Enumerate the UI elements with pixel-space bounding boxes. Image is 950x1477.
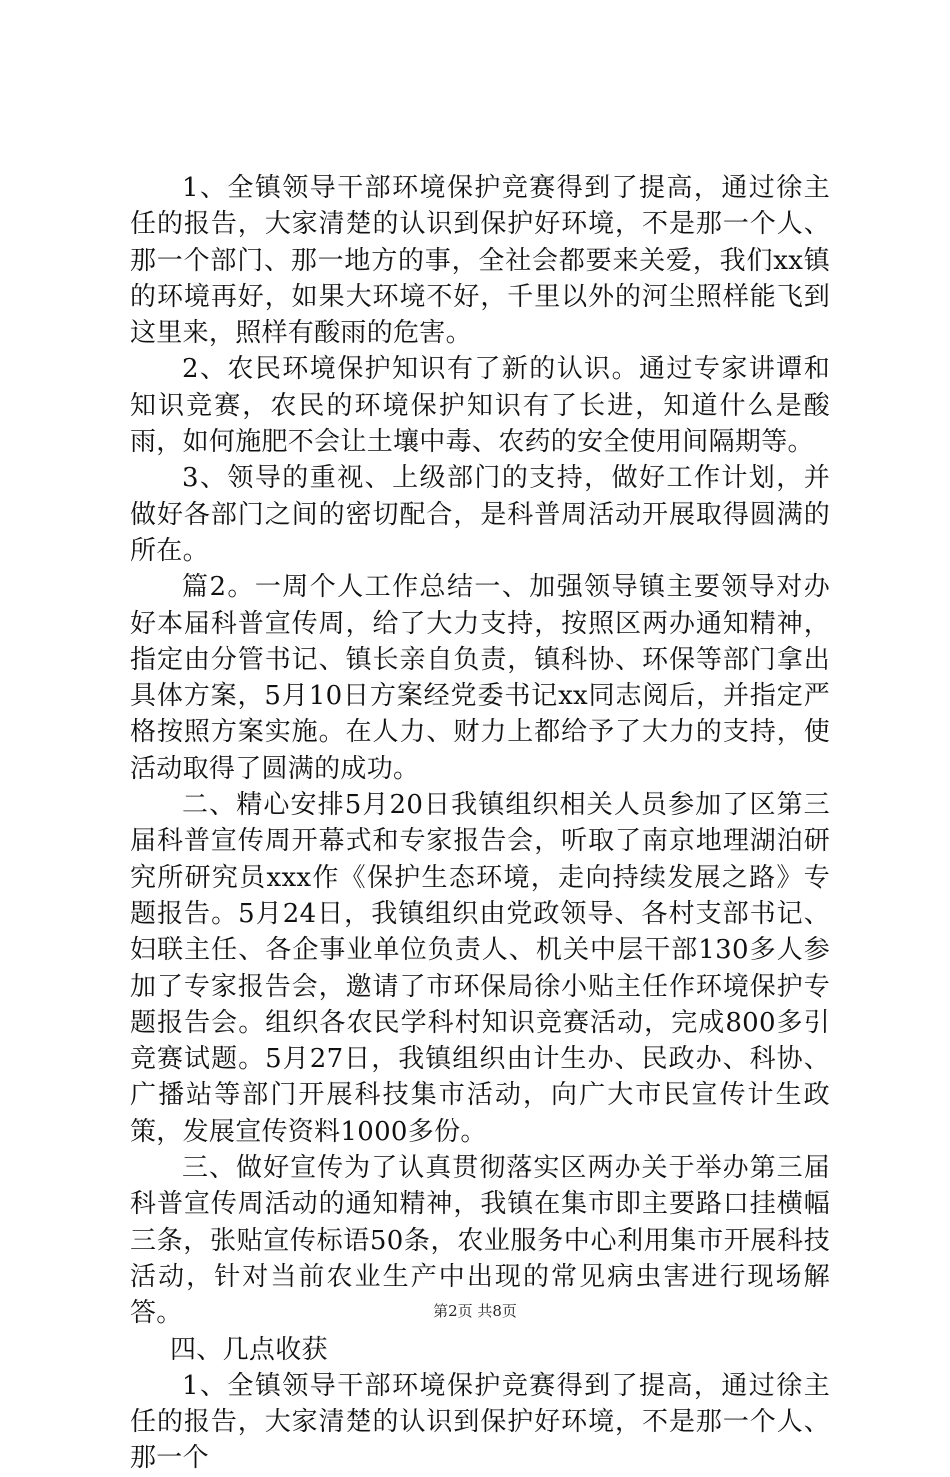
paragraph-8: 1、全镇领导干部环境保护竞赛得到了提高，通过徐主任的报告，大家清楚的认识到保护好环境，不是那一个人、那一个 xyxy=(130,1370,830,1474)
paragraph-5: 二、精心安排5月20日我镇组织相关人员参加了区第三届科普宣传周开幕式和专家报告会，听取了南京地理湖泊研究所研究员xxx作《保护生态环境，走向持续发展之路》专题报告。5月24日，我镇组织由党政领导、各村支部书记、妇联主任、各企事业单位负责人、机关中层干部130多人参加了专家报告会，邀请了市环保局徐小贴主任作环境保护专题报告会。组织各农民学科村知识竞赛活动，完成800多引竞赛试题。5月27日，我镇组织由计生办、民政办、科协、广播站等部门开展科技集市活动，向广大市民宣传计生政策，发展宣传资料1000多份。 xyxy=(130,790,830,1147)
paragraph-6: 三、做好宣传为了认真贯彻落实区两办关于举办第三届科普宣传周活动的通知精神，我镇在集市即主要路口挂横幅三条，张贴宣传标语50条，农业服务中心利用集市开展科技活动，针对当前农业生产中出现的常见病虫害进行现场解答。 xyxy=(130,1153,830,1329)
document-body xyxy=(130,170,830,1477)
paragraph-3: 3、领导的重视、上级部门的支持，做好工作计划，并做好各部门之间的密切配合，是科普周活动开展取得圆满的所在。 xyxy=(130,463,830,566)
paragraph-2: 2、农民环境保护知识有了新的认识。通过专家讲谭和知识竞赛，农民的环境保护知识有了长进，知道什么是酸雨，如何施肥不会让土壤中毒、农药的安全使用间隔期等。 xyxy=(130,354,830,458)
page-footer: 第2页 共8页 xyxy=(433,1302,517,1320)
section-heading: 四、几点收获 xyxy=(170,1334,328,1365)
paragraph-1: 1、全镇领导干部环境保护竞赛得到了提高，通过徐主任的报告，大家清楚的认识到保护好环境，不是那一个人、那一个部门、那一地方的事，全社会都要来关爱，我们xx镇的环境再好，如果大环境不好，千里以外的河尘照样能飞到这里来，照样有酸雨的危害。 xyxy=(130,173,830,349)
paragraph-4: 篇2。一周个人工作总结一、加强领导镇主要领导对办好本届科普宣传周，给了大力支持，按照区两办通知精神，指定由分管书记、镇长亲自负责，镇科协、环保等部门拿出具体方案，5月10日方案经党委书记xx同志阅后，并指定严格按照方案实施。在人力、财力上都给予了大力的支持，使活动取得了圆满的成功。 xyxy=(130,572,830,784)
